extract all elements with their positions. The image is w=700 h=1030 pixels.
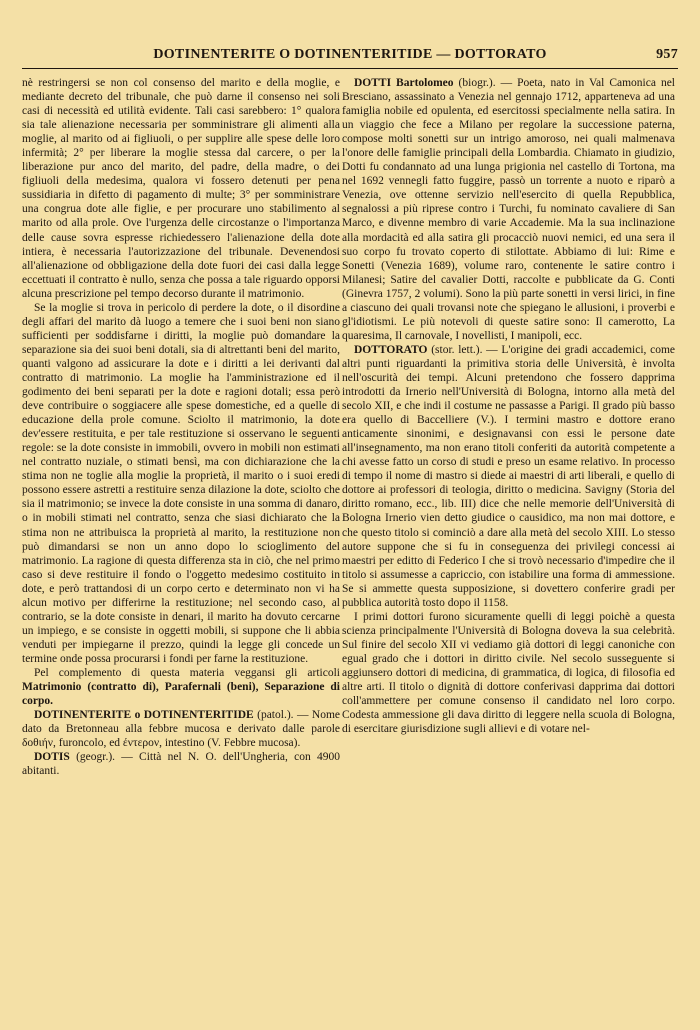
- entry-headword: DOTIS: [34, 751, 70, 764]
- cross-reference: Matrimonio (contratto di), Parafernali (beni), Separazione di corpo.: [22, 681, 340, 708]
- right-column: [342, 76, 675, 736]
- entry-dottorato: [342, 343, 675, 610]
- header-rule: [22, 68, 678, 69]
- paragraph: nè restringersi se non col consenso del marito e della moglie, e mediante decreto del tribunale, che può darne il consenso nei soli casi di necessità ed utilità evidente. Tali casi sarebbero: 1° qualora sia tale alienazione necessaria per somministrare gli alimenti alla moglie, al marito od ai figliuoli, o per supplire alle spese delle loro infermità; 2° per liberare la moglie stessa dal carcere, o per la liberazione pur anco del marito, del padre, della madre, o dei figliuoli della medesima, qualora vi fossero detenuti per pena sussidiaria in difetto di pagamento di multe; 3° per somministrare una congrua dote alle figlie, e per procurare uno stabilimento al marito od alla prole. Ove l'urgenza delle circostanze o l'importanza delle cause sovra espresse richiedessero l'alienazione della dote intiera, è necessaria l'autorizzazione del tribunale. Devenendosi all'alienazione od obbligazione della dote fuori dei casi dalla legge eccettuati il contratto è nullo, senza che possa a tale riguardo opporsi alcuna prescrizione pel tempo decorso durante il matrimonio.: [22, 77, 340, 300]
- entry-text: (patol.). — Nome dato da Bretonneau alla febbre mucosa e derivato dalle parole δοθιήν, furoncolo, ed έντερον, intestino (V. Febbre mucosa).: [22, 709, 341, 750]
- entry-headword: DOTTI Bartolomeo: [354, 77, 454, 89]
- entry-dotti: [342, 76, 675, 343]
- entry-headword: DOTTORATO: [354, 343, 428, 356]
- paragraph: I primi dottori furono sicuramente quelli di leggi poichè a questa scienza principalmente l'Università di Bologna doveva la sua celebrità. Sul finire del secolo XII vi vediamo già dottori di leggi canoniche con egual grado che i dottori in diritto civile. Nel secolo susseguente si aggiunsero dottori di medicina, di grammatica, di logica, di filosofia ed altre arti. Il titolo o dignità di dottore conferivasi dapprima dai dottori coll'ammettere per comune consenso il candidato nel loro corpo. Codesta ammessione gli dava diritto di leggere nella scuola di Bologna, di esercitare giurisdizione sugli allievi e di votare nel-: [342, 610, 675, 736]
- entry-dotinenterite: [22, 708, 340, 750]
- entry-headword: DOTINENTERITE o DOTINENTERITIDE: [34, 709, 254, 722]
- page-number: 957: [656, 47, 678, 62]
- entry-text: (geogr.). — Città nel N. O. dell'Ungheria, con 4900 abitanti.: [22, 751, 340, 778]
- paragraph: [22, 666, 340, 708]
- paragraph-text: Pel complemento di questa materia veggansi gli articoli: [34, 666, 340, 679]
- header-title: DOTINENTERITE O DOTINENTERITIDE — DOTTORATO: [153, 47, 547, 62]
- running-header: [22, 47, 678, 69]
- left-column: [22, 76, 340, 778]
- paragraph: Se la moglie si trova in pericolo di perdere la dote, o il disordine degli affari del marito dà luogo a temere che i suoi beni non siano sufficienti per soddisfarne i diritti, la moglie può domandare la separazione sia dei suoi beni dotali, sia di altrettanti beni del marito, quanti valgono ad assicurare la dote e i diritti a lei derivanti dal contratto di matrimonio. La moglie ha l'amministrazione ed il godimento dei beni separati per la dote e ragioni dotali; essa però deve contribuire o soggiacere alle spese domestiche, ed a quelle di educazione della prole comune. Sciolto il matrimonio, la dote dev'essere restituita, e per tale restituzione si osservano le seguenti regole: se la dote consiste in immobili, ovvero in mobili non estimati nel contratto nuziale, o stimati bensì, ma con dichiarazione che la stima non ne toglie alla moglie la proprietà, il marito o i suoi eredi possono essere astretti a restituire senza dilazione la dote, sciolto che sia il matrimonio; se invece la dote consiste in una somma di danaro, o in mobili stimati nel contratto, senza che siasi dichiarato che la stima non ne attribuisca la proprietà al marito, la restituzione non può dimandarsi se non un anno dopo lo scioglimento del matrimonio. La ragione di questa differenza sta in ciò, che nel primo caso si deve restituire il fondo o l'oggetto medesimo costituito in dote, e però trattandosi di un corpo certo e determinato non vi ha alcun motivo per differirne la restituzione; nel secondo caso, al contrario, se la dote consiste in denari, il marito ha dovuto cercarne un impiego, e se consiste in oggetti mobili, si suppone che li abbia venduti per impiegarne il prezzo, quindi la legge gli concede un termine onde possa procurarsi i fondi per farne la restituzione.: [22, 301, 340, 665]
- entry-text: (biogr.). — Poeta, nato in Val Camonica nel Bresciano, assassinato a Venezia nel gennajo 1712, apparteneva ad una famiglia nobile ed opulenta, ed esercitossi specialmente nella satira. In un viaggio che fece a Milano per regolare la successione paterna, compose molti sonetti sur un intrigo amoroso, nei quali malmenava l'onore delle famiglie principali della Lombardia. Chiamato in giudizio, Dotti fu condannato ad una lunga prigionia nel castello di Tortona, ma nel 1692 vennegli fatto fuggire, passò un torrente a nuoto e riparò a Venezia, ove ottenne servizio nell'esercito di quella Repubblica, segnalossi a più riprese contro i Turchi, fu nominato cavaliere di San Marco, e divenne membro di varie Accademie. Ma la sua inclinazione alla mordacità ed alla satira gli procacciò nuovi nemici, ed una sera il suo corpo fu trovato coperto di stilottate. Abbiamo di lui: Rime e Sonetti (Venezia 1689), volume raro, contenente le satire contro i Milanesi; Satire del cavalier Dotti, raccolte e pubblicate da G. Conti (Ginevra 1757, 2 volumi). Sono la più parte sonetti in versi lirici, in fine a ciascuno dei quali trovansi note che spiegano le allusioni, i proverbi e gl'idiotismi. Le più notevoli di queste satire sono: Il camerotto, La quaresima, Il carnovale, I novellisti, I manipoli, ecc.: [342, 77, 675, 342]
- column-gutter: [334, 140, 335, 1020]
- entry-text: (stor. lett.). — L'origine dei gradi accademici, come altri punti riguardanti la primitiva storia delle Università, è involta nell'oscurità dei tempi. Alcuni pretendono che fossero dapprima introdotti da Irnerio nell'Università di Bologna, intorno alla metà del secolo XII, e che indi il costume ne passasse a Parigi. Il grado più basso era quello di Baccelliere (V.). I termini mastro e dottore erano anticamente sinonimi, e designavansi con essi le persone date all'insegnamento, ma non erano titoli conferiti da autorità competente a chi avesse fatto un corso di studi e preso un esame relativo. In processo di tempo il nome di mastro si diede ai maestri di arti liberali, e quello di dottore ai professori di teologia, diritto o medicina. Savigny (Storia del diritto romano, ecc., lib. III) dice che nelle memorie dell'Università di Bologna Irnerio vien detto giudice o causidico, ma non mai dottore, e che questo titolo si cominciò a dare alla metà del secolo XIII. Lo stesso autore suppone che si fu in conseguenza dei privilegi concessi ai maestri per editto di Federico I che si trovò necessario d'impedire che il titolo si assumesse a capriccio, con istabilire una forma di ammessione. Se si ammette questa supposizione, si dovettero conferire gradi per pubblica autorità tosto dopo il 1158.: [342, 343, 675, 609]
- entry-dotis: [22, 750, 340, 778]
